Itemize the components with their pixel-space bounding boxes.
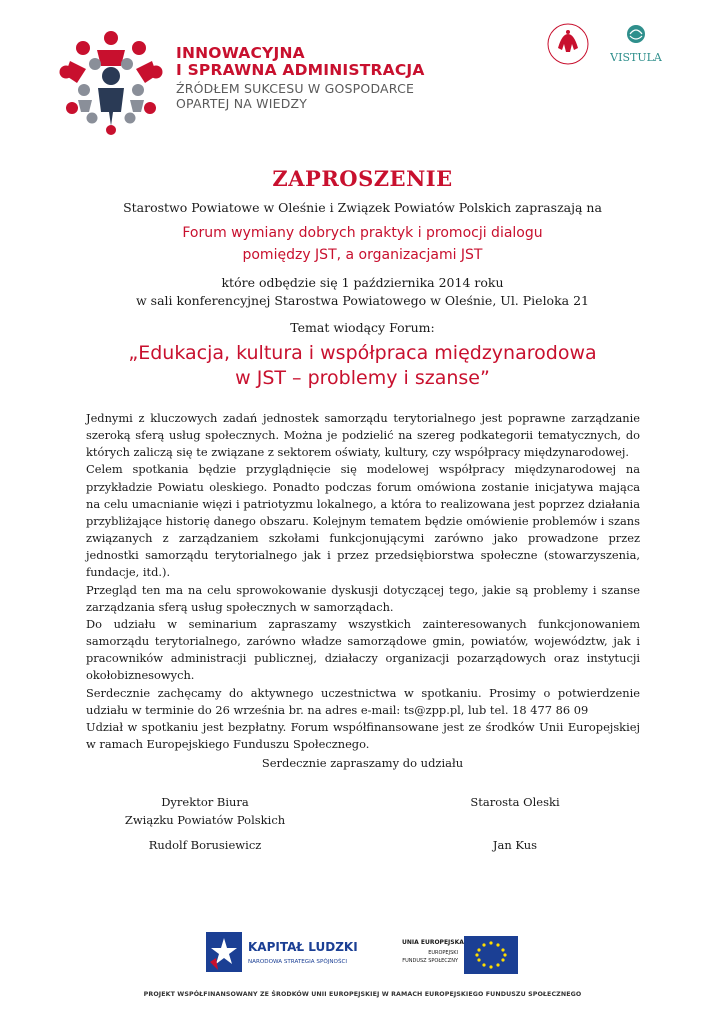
innovative-administration-logo bbox=[52, 26, 170, 144]
right-signature-title: Starosta Oleski bbox=[470, 795, 560, 809]
zpp-logo bbox=[544, 20, 592, 68]
left-signature-name: Rudolf Borusiewicz bbox=[148, 838, 262, 852]
body-paragraph: Przegląd ten ma na celu sprowokowanie dyskusji dotyczącej tego, jakie są problemy i szanse zarządzania sferą usług społecznych w samorządach. bbox=[86, 582, 640, 614]
theme-title-line-2: w JST – problemy i szanse” bbox=[235, 367, 490, 389]
eu-subtitle-2: FUNDUSZ SPOŁECZNY bbox=[402, 958, 458, 964]
zpp-emblem-icon bbox=[548, 24, 588, 64]
closing-line: Serdecznie zapraszamy do udziału bbox=[261, 756, 464, 770]
kapital-ludzki-title: KAPITAŁ LUDZKI bbox=[248, 940, 358, 954]
people-circle-icon bbox=[55, 29, 167, 141]
body-paragraph: Jednymi z kluczowych zadań jednostek samorządu terytorialnego jest poprawne zarządzanie szeroką sferą usług społecznych. Można je podzielić na szereg podkategorii tematycznych, do których zaliczą się te związane z sektorem oświaty, kultury, czy współpracy międzynarodowej. bbox=[86, 411, 640, 460]
forum-title-line-2: pomiędzy JST, a organizacjami JST bbox=[242, 247, 483, 263]
left-signature-title-2: Związku Powiatów Polskich bbox=[124, 813, 286, 827]
right-signature-name: Jan Kus bbox=[492, 838, 538, 852]
vistula-wordmark: VISTULA bbox=[610, 51, 662, 64]
forum-title-line-1: Forum wymiany dobrych praktyk i promocji dialogu bbox=[182, 225, 543, 241]
brand-title-line-1: INNOWACYJNA bbox=[176, 44, 305, 62]
brand-subtitle-line-1: ŹRÓDŁEM SUKCESU W GOSPODARCE bbox=[176, 81, 415, 96]
cofinancing-note: PROJEKT WSPÓŁFINANSOWANY ZE ŚRODKÓW UNII EUROPEJSKIEJ W RAMACH EUROPEJSKIEGO FUNDUSZU SPOŁECZNEGO bbox=[143, 991, 582, 998]
brand-subtitle-line-2: OPARTEJ NA WIEDZY bbox=[176, 96, 308, 111]
theme-title-line-1: „Edukacja, kultura i współpraca międzynarodowa bbox=[128, 342, 597, 364]
vistula-logo bbox=[604, 20, 668, 68]
eu-subtitle-1: EUROPEJSKI bbox=[428, 950, 458, 956]
theme-label: Temat wiodący Forum: bbox=[290, 320, 435, 335]
kapital-ludzki-logo bbox=[206, 926, 362, 978]
organizers-line: Starostwo Powiatowe w Oleśnie i Związek Powiatów Polskich zapraszają na bbox=[123, 200, 602, 215]
body-paragraph: Udział w spotkaniu jest bezpłatny. Forum współfinansowane jest ze środków Unii Europejskiej w ramach Europejskiego Funduszu Społecznego. bbox=[86, 719, 640, 751]
eu-flag-icon bbox=[464, 936, 518, 974]
body-paragraph: Serdecznie zachęcamy do aktywnego uczestnictwa w spotkaniu. Prosimy o potwierdzenie udziału w terminie do 26 września br. na adres e-mail: ts@zpp.pl, lub tel. 18 477 86 09 bbox=[86, 685, 640, 717]
body-paragraph: Celem spotkania będzie przyglądnięcie się modelowej współpracy międzynarodowej na przykładzie Powiatu oleskiego. Ponadto podczas forum omówiona zostanie inicjatywa mająca na celu umacnianie więzi i patriotyzmu lokalnego, a która to realizowana jest poprzez działania przybliżające historię danego obszaru. Kolejnym tematem będzie omówienie problemów i szans związanych z zarządzaniem szkołami funkcjonującymi zarówno jako prowadzone przez jednostki samorządu terytorialnego jak i przez przedsiębiorstwa społeczne (stowarzyszenia, fundacje, itd.). bbox=[86, 462, 640, 580]
eu-title: UNIA EUROPEJSKA bbox=[402, 939, 464, 946]
invitation-title: ZAPROSZENIE bbox=[272, 166, 453, 191]
eu-fund-logo bbox=[402, 934, 522, 978]
invitation-body bbox=[86, 410, 640, 753]
body-paragraph: Do udziału w seminarium zapraszamy wszystkich zainteresowanych funkcjonowaniem samorządu terytorialnego, zarówno władze samorządowe gmin, powiatów, województw, jak i pracowników administracji publicznej, działaczy organizacji pozarządowych oraz instytucji okołobiznesowych. bbox=[86, 616, 640, 683]
left-signature-title-1: Dyrektor Biura bbox=[161, 795, 249, 809]
kapital-ludzki-subtitle: NARODOWA STRATEGIA SPÓJNOŚCI bbox=[248, 959, 348, 965]
event-place: w sali konferencyjnej Starostwa Powiatowego w Oleśnie, Ul. Pieloka 21 bbox=[135, 293, 589, 308]
event-date: które odbędzie się 1 października 2014 roku bbox=[221, 275, 504, 290]
kapital-ludzki-star-icon bbox=[206, 932, 242, 972]
vistula-emblem-icon bbox=[627, 25, 645, 43]
brand-title-line-2: I SPRAWNA ADMINISTRACJA bbox=[176, 61, 425, 79]
